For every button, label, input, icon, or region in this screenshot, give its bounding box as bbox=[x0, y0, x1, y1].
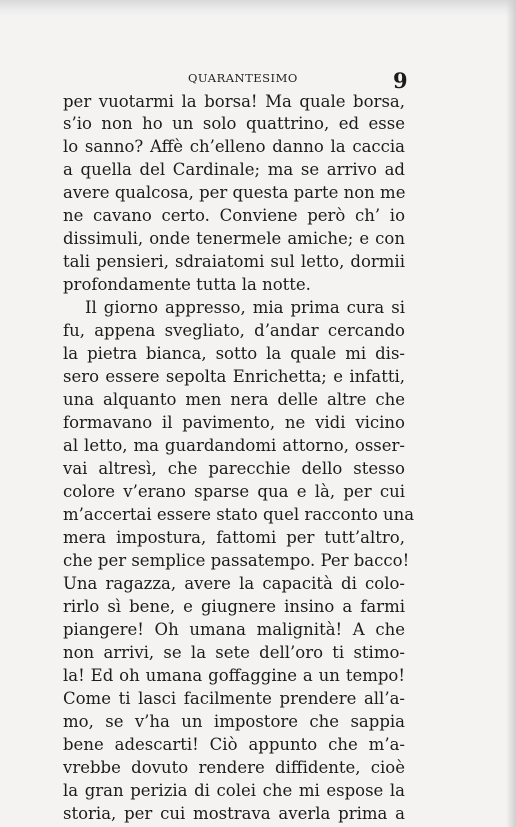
text-line: m’accertai essere stato quel racconto una bbox=[63, 505, 415, 524]
text-line: Una ragazza, avere la capacità di colo- bbox=[63, 574, 405, 593]
text-line: mera impostura, fattomi per tutt’altro, bbox=[63, 528, 405, 547]
text-line: rirlo sì bene, e giugnere insino a farmi bbox=[63, 597, 405, 616]
text-line: per vuotarmi la borsa! Ma quale borsa, bbox=[63, 92, 405, 111]
text-line: piangere! Oh umana malignità! A che bbox=[63, 620, 405, 639]
text-line: avere qualcosa, per questa parte non me bbox=[63, 183, 406, 202]
text-line: al letto, ma guardandomi attorno, osser- bbox=[63, 436, 405, 455]
text-line: vai altresì, che parecchie dello stesso bbox=[63, 459, 405, 478]
text-line: a quella del Cardinale; ma se arrivo ad bbox=[63, 160, 405, 179]
text-line: la! Ed oh umana goffaggine a un tempo! bbox=[63, 666, 405, 685]
text-line: mo, se v’ha un impostore che sappia bbox=[63, 712, 405, 731]
page-number: 9 bbox=[393, 68, 408, 93]
text-line: s’io non ho un solo quattrino, ed esse bbox=[63, 114, 405, 133]
text-line: non arrivi, se la sete dell’oro ti stimo- bbox=[63, 643, 405, 662]
text-line: colore v’erano sparse qua e là, per cui bbox=[63, 482, 405, 501]
text-line: che per semplice passatempo. Per bacco! bbox=[63, 551, 410, 570]
text-line: Il giorno appresso, mia prima cura si bbox=[85, 298, 405, 317]
text-line: la gran perizia di colei che mi espose la bbox=[63, 781, 405, 800]
text-line: bene adescarti! Ciò appunto che m’a- bbox=[63, 735, 405, 754]
text-line: lo sanno? Affè ch’elleno danno la caccia bbox=[63, 137, 405, 156]
text-line: la pietra bianca, sotto la quale mi dis- bbox=[63, 344, 405, 363]
text-line: tali pensieri, sdraiatomi sul letto, dormii bbox=[63, 252, 405, 271]
text-line: sero essere sepolta Enrichetta; e infatti, bbox=[63, 367, 405, 386]
text-line: una alquanto men nera delle altre che bbox=[63, 390, 405, 409]
text-line: storia, per cui mostrava averla prima a bbox=[63, 804, 405, 823]
text-line: fu, appena svegliato, d’andar cercando bbox=[63, 321, 405, 340]
text-line: dissimuli, onde tenermele amiche; e con bbox=[63, 229, 405, 248]
text-line: Come ti lasci facilmente prendere all’a- bbox=[63, 689, 405, 708]
text-line: vrebbe dovuto rendere diffidente, cioè bbox=[63, 758, 405, 777]
text-line: ne cavano certo. Conviene però ch’ io bbox=[63, 206, 405, 225]
text-line: profondamente tutta la notte. bbox=[63, 275, 311, 294]
running-title: QUARANTESIMO bbox=[188, 71, 298, 85]
text-line: formavano il pavimento, ne vidi vicino bbox=[63, 413, 405, 432]
